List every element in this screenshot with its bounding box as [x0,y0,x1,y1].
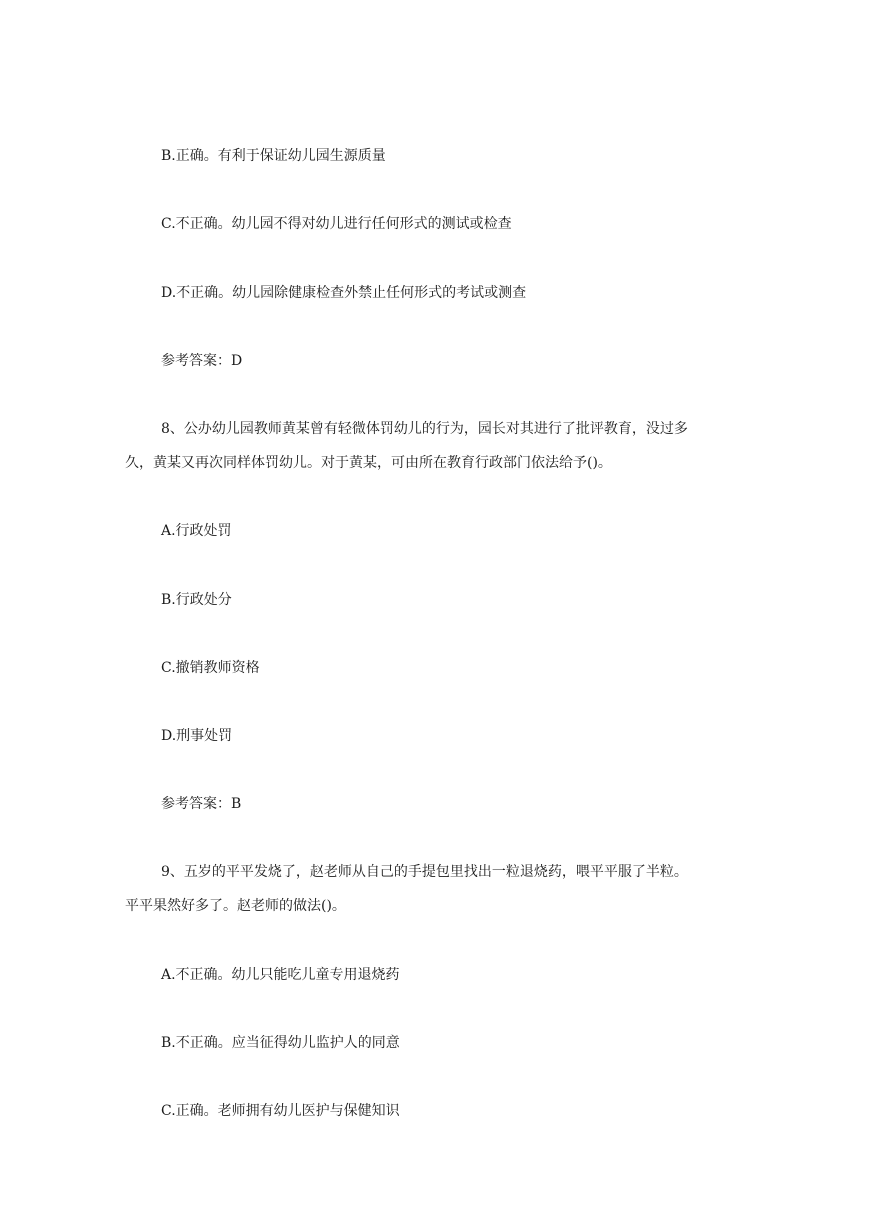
q7-option-c: C.不正确。幼儿园不得对幼儿进行任何形式的测试或检查 [161,216,512,232]
q8-answer: 参考答案：B [161,796,242,812]
q9-option-b: B.不正确。应当征得幼儿监护人的同意 [161,1035,400,1051]
q8-stem-line2: 久，黄某又再次同样体罚幼儿。对于黄某，可由所在教育行政部门依法给予()。 [125,455,612,471]
q8-option-a: A.行政处罚 [161,523,232,539]
q9-option-a: A.不正确。幼儿只能吃儿童专用退烧药 [161,967,400,983]
q7-option-d: D.不正确。幼儿园除健康检查外禁止任何形式的考试或测查 [161,285,527,301]
q8-stem-line1: 8、公办幼儿园教师黄某曾有轻微体罚幼儿的行为，园长对其进行了批评教育，没过多 [161,421,688,437]
q9-stem-line2: 平平果然好多了。赵老师的做法()。 [125,898,346,914]
q8-option-d: D.刑事处罚 [161,728,233,744]
q8-option-b: B.行政处分 [161,592,232,608]
q8-option-c: C.撤销教师资格 [161,660,260,676]
q7-option-b: B.正确。有利于保证幼儿园生源质量 [161,148,386,164]
q9-option-c: C.正确。老师拥有幼儿医护与保健知识 [161,1103,400,1119]
q9-stem-line1: 9、五岁的平平发烧了，赵老师从自己的手提包里找出一粒退烧药，喂平平服了半粒。 [161,864,688,880]
q7-answer: 参考答案：D [161,353,243,369]
